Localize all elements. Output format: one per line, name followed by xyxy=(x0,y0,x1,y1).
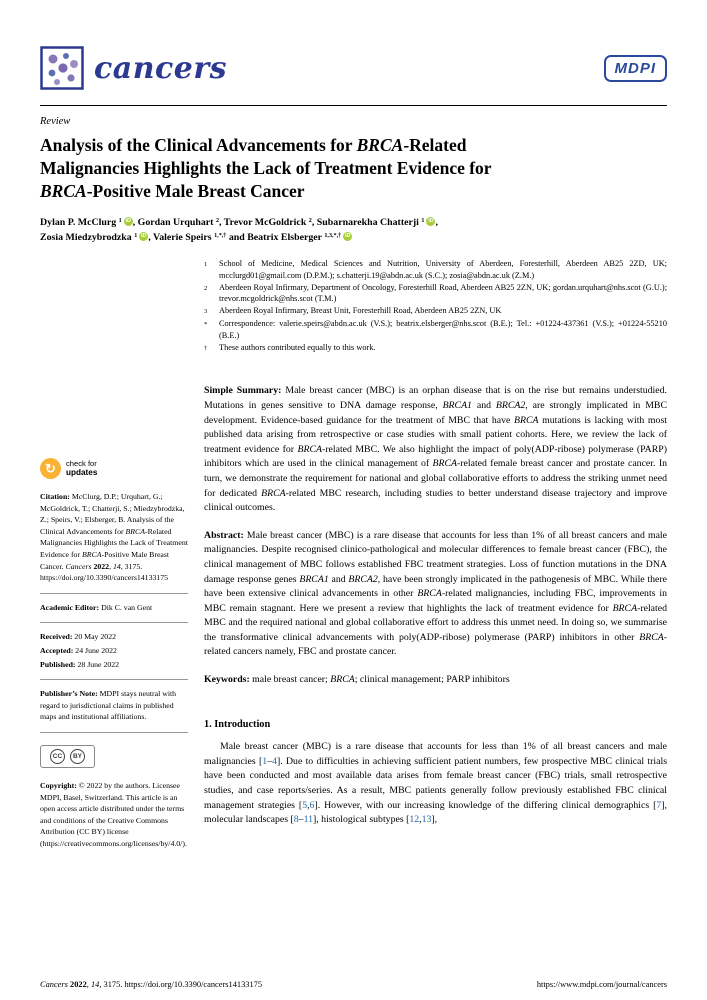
text-segment: Citation: xyxy=(40,492,72,501)
text-segment: BRCA xyxy=(82,549,102,559)
text-segment: , Gordan Urquhart xyxy=(132,217,216,228)
url-link[interactable]: https://doi.org/10.3390/cancers14133175 xyxy=(40,573,169,583)
text-segment: -related MBC research, including studies to better understand disease trajectory and improve clinical outcomes. xyxy=(204,487,667,514)
text-segment: , xyxy=(109,561,113,571)
check-for-updates-label: check for updates xyxy=(66,458,98,477)
text-segment: BRCA1 xyxy=(442,399,472,411)
text-segment: BRCA2 xyxy=(348,573,378,585)
text-segment: -Positive Male Breast Cancer. xyxy=(40,549,170,571)
sidebar-divider xyxy=(40,593,188,594)
text-segment: 1,3,*,† xyxy=(324,233,342,240)
text-segment: , xyxy=(307,799,310,811)
text-segment: -Related xyxy=(403,135,467,155)
affiliation-text: Aberdeen Royal Infirmary, Department of Oncology, Foresterhill Road, Aberdeen AB25 2ZN, UK; gordan.urquhart@nhs.scot (G.U.); trevor.mcgoldrick@nhs.scot (T.M.) xyxy=(219,282,667,304)
text-segment: ). xyxy=(182,838,187,848)
affiliation-marker: 1 xyxy=(204,261,208,268)
cc-icon: CC xyxy=(50,749,65,764)
text-segment: – xyxy=(298,814,304,826)
mdpi-logo[interactable]: MDPI xyxy=(604,55,668,82)
text-segment: BRCA xyxy=(125,526,146,536)
text-segment: 1 xyxy=(118,218,122,225)
sidebar-divider xyxy=(40,679,188,680)
text-segment: 24 June 2022 xyxy=(75,645,117,655)
text-segment: -related female breast cancer and prostate cancer. In turn, we demonstrate the requirement for national and global collaborative efforts to address the striking unmet need for dedicated xyxy=(204,458,667,499)
keywords xyxy=(204,673,667,688)
affiliation-row xyxy=(204,258,667,282)
header-rule xyxy=(40,105,667,106)
text-segment: , 3175. xyxy=(99,980,125,989)
equal-contribution-row xyxy=(204,342,667,355)
text-segment: and Beatrix Elsberger xyxy=(226,232,325,243)
text-segment: BRCA xyxy=(417,588,442,600)
journal-cover-icon xyxy=(40,46,84,90)
affiliation-row xyxy=(204,305,667,318)
affiliations-block xyxy=(204,258,667,354)
crossmark-icon: ↻ xyxy=(40,458,61,479)
text-segment: , Trevor McGoldrick xyxy=(219,217,309,228)
text-segment: -related MBC. We also highlight the impact of poly(ADP-ribose) polymerase (PARP) inhibitors which are used in the clinical management of xyxy=(204,443,667,470)
received-date xyxy=(40,631,188,643)
text-segment: Published: xyxy=(40,659,78,669)
text-segment: , are strongly implicated in MBC development. Evidence-based guidance for the treatment of MBC that have xyxy=(204,399,667,426)
text-segment: ]. However, with our increasing knowledge of the differing clinical demographics [ xyxy=(314,799,657,811)
orcid-icon[interactable]: iD xyxy=(428,218,434,224)
text-segment: 14 xyxy=(112,561,121,571)
footer-journal-url[interactable]: https://www.mdpi.com/journal/cancers xyxy=(536,980,667,989)
url-link[interactable]: https://doi.org/10.3390/cancers14133175 xyxy=(124,980,263,989)
text-segment: BRCA xyxy=(612,602,638,614)
reference-link[interactable]: 5 xyxy=(302,799,308,811)
check-for-updates-badge[interactable] xyxy=(40,458,97,479)
text-segment: and xyxy=(328,573,349,585)
text-segment: , Subarnarekha Chatterji xyxy=(311,217,422,228)
correspondence-row xyxy=(204,318,667,342)
reference-link[interactable]: 7 xyxy=(656,799,662,811)
text-segment: Analysis of the Clinical Advancements for xyxy=(40,135,357,155)
text-segment: Accepted: xyxy=(40,645,76,655)
introduction-paragraph xyxy=(204,740,667,828)
url-link[interactable]: https://creativecommons.org/licenses/by/4.0/ xyxy=(42,838,183,848)
authors-line xyxy=(40,216,667,246)
orcid-icon[interactable]: iD xyxy=(344,233,351,239)
correspondence-text: Correspondence: valerie.speirs@abdn.ac.uk (V.S.); beatrix.elsberger@nhs.scot (B.E.); Tel.: +01224-437361 (V.S.); +01224-55210 (B.E.) xyxy=(219,318,667,340)
orcid-icon[interactable]: iD xyxy=(141,233,147,239)
abstract xyxy=(204,529,667,660)
reference-link[interactable]: 8 xyxy=(293,814,299,826)
text-segment: Publisher’s Note: xyxy=(40,689,100,699)
text-segment: BRCA xyxy=(40,181,87,201)
text-segment: Dik C. van Gent xyxy=(101,602,153,612)
text-segment: BRCA xyxy=(330,674,355,686)
journal-logo[interactable] xyxy=(40,46,227,90)
text-segment: Academic Editor: xyxy=(40,602,102,612)
text-segment: 2022 xyxy=(70,980,87,989)
text-segment: male breast cancer; xyxy=(252,674,331,686)
text-segment: BRCA xyxy=(432,458,458,470)
reference-link[interactable]: 4 xyxy=(272,755,277,767)
reference-link[interactable]: 6 xyxy=(309,799,315,811)
affiliation-text: School of Medicine, Medical Sciences and Nutrition, University of Aberdeen, Foresterhill, Aberdeen AB25 2ZD, UK; mcclurgd01@gmail.com (D.P.M.); s.chatterji.19@abdn.ac.uk (S.C.); zosia@abdn.ac.uk (Z.M.) xyxy=(219,259,667,280)
text-segment: -Positive Male Breast Cancer xyxy=(86,181,305,201)
text-segment: BRCA2 xyxy=(495,399,526,411)
published-date xyxy=(40,659,188,671)
text-segment: 1 xyxy=(421,218,425,225)
text-segment: Copyright: xyxy=(40,780,79,790)
text-segment: BRCA xyxy=(639,631,664,643)
correspondence-marker: * xyxy=(204,320,208,328)
text-segment: ]. Due to difficulties in achieving sufficient patient numbers, few prospective MBC clinical trials have been conducted and most available data arises from female breast cancer (FBC) trials, small retrospective studies, and case reports/series. As a result, MBC patients generally follow previously established FBC clinical management strategies [ xyxy=(204,755,668,811)
section-heading-introduction: 1. Introduction xyxy=(204,718,271,730)
reference-link[interactable]: 12 xyxy=(409,814,420,826)
article-dates xyxy=(40,631,188,670)
text-segment: , 3175. xyxy=(120,561,143,571)
text-segment: McClurg, D.P.; Urquhart, G.; McGoldrick, T.; Chatterji, S.; Miedzybrodzka, Z.; Speirs, V.; Elsberger, B. Analysis of the Clinical Advancements for xyxy=(40,492,185,536)
publisher-note xyxy=(40,688,188,723)
affiliation-text: Aberdeen Royal Infirmary, Breast Unit, Foresterhill Road, Aberdeen AB25 2ZN, UK xyxy=(219,306,502,316)
text-segment: 28 June 2022 xyxy=(77,659,120,669)
affiliation-row xyxy=(204,282,667,306)
text-segment: -Related Malignancies Highlights the Lack of Treatment Evidence for xyxy=(40,526,188,559)
text-segment: BRCA xyxy=(513,414,539,426)
text-segment: Cancers xyxy=(65,561,94,571)
text-segment: Male breast cancer (MBC) is a rare disease that accounts for less than 1% of all breast cancers and male malignancies. Despite recognised clinico-pathological and molecular differences to female breast cancer (FBC), the clinical management of MBC follows established FBC treatment strategies. Loss of function mutations in the DNA damage response genes xyxy=(204,529,668,585)
text-segment: – xyxy=(267,755,273,767)
text-segment: 14 xyxy=(90,980,100,989)
text-segment: 1,*,† xyxy=(214,233,227,240)
text-segment: Abstract: xyxy=(204,529,247,541)
text-segment: -related malignancies, including FBC, improvements in MBC remain stagnant. Here we present a review that highlights the lack of treatment evidence for xyxy=(204,588,667,614)
text-segment: 1 xyxy=(134,233,138,240)
sidebar-divider xyxy=(40,622,188,623)
text-segment: Male breast cancer (MBC) is a rare disease that accounts for less than 1% of all breast cancers and male malignancies [ xyxy=(204,741,667,767)
text-segment: ], histological subtypes [ xyxy=(313,814,410,826)
academic-editor xyxy=(40,602,188,614)
reference-link[interactable]: 1 xyxy=(262,755,268,767)
journal-name: cancers xyxy=(94,50,228,86)
page-footer xyxy=(40,980,667,989)
text-segment: Simple Summary: xyxy=(204,385,286,397)
accepted-date xyxy=(40,645,188,657)
text-segment: , xyxy=(419,814,422,826)
article-title xyxy=(40,134,667,203)
text-segment: MDPI stays neutral with regard to jurisdictional claims in published maps and institutional affiliations. xyxy=(40,689,177,722)
reference-link[interactable]: 13 xyxy=(421,814,432,826)
text-segment: -related cancers namely, FBC and prostate cancer. xyxy=(204,631,667,658)
body-columns xyxy=(40,258,667,849)
text-segment: and xyxy=(471,399,496,411)
text-segment: ], xyxy=(431,814,438,826)
text-segment: Malignancies Highlights the Lack of Treatment Evidence for xyxy=(40,158,492,178)
citation-block xyxy=(40,491,188,584)
text-segment: ; clinical management; PARP inhibitors xyxy=(354,674,510,686)
cc-by-license-badge[interactable] xyxy=(40,745,95,768)
text-segment: BRCA1 xyxy=(299,573,329,585)
footer-citation xyxy=(40,980,262,989)
text-segment: , xyxy=(435,217,438,228)
text-segment: Received: xyxy=(40,632,75,642)
copyright-note xyxy=(40,780,188,850)
text-segment: Keywords: xyxy=(204,674,253,686)
affiliation-marker: 3 xyxy=(204,308,208,316)
text-segment: BRCA xyxy=(297,443,322,455)
text-segment: BRCA xyxy=(261,487,286,499)
simple-summary xyxy=(204,384,667,515)
by-icon: BY xyxy=(70,749,85,764)
text-segment: , xyxy=(86,980,91,989)
text-segment: Dylan P. McClurg xyxy=(40,217,119,228)
reference-link[interactable]: 11 xyxy=(303,814,314,826)
sidebar-divider xyxy=(40,732,188,733)
affiliation-marker: 2 xyxy=(204,284,208,292)
equal-contribution-text: These authors contributed equally to this work. xyxy=(219,342,376,352)
text-segment: -related MBC and the required national and global collaborative effort to address this unmet need. In doing so, we summarise the transformative clinical advancements with poly(ADP-ribose) polymerase (PARP) inhibitors in other xyxy=(204,602,667,643)
text-segment: 20 May 2022 xyxy=(74,632,117,642)
text-segment: ], molecular landscapes [ xyxy=(204,799,667,826)
text-segment: 2022 xyxy=(93,561,110,571)
text-segment: 2 xyxy=(308,218,312,225)
text-segment: Zosia Miedzybrodzka xyxy=(40,232,135,243)
text-segment: Cancers xyxy=(40,980,71,989)
page-header xyxy=(40,46,667,90)
text-segment: BRCA xyxy=(356,135,404,155)
text-segment: © 2022 by the authors. Licensee MDPI, Basel, Switzerland. This article is an open access article distributed under the terms and conditions of the Creative Commons Attribution (CC BY) license ( xyxy=(40,780,185,848)
text-segment: , Valerie Speirs xyxy=(148,232,215,243)
orcid-icon[interactable]: iD xyxy=(125,218,131,224)
dagger-marker: † xyxy=(204,344,208,352)
sidebar xyxy=(40,258,188,849)
main-column xyxy=(204,258,667,849)
text-segment: , have been strongly implicated in the pathogenesis of MBC. While there have been extensive clinical advancements in other xyxy=(204,573,667,600)
text-segment: 2 xyxy=(215,218,219,225)
text-segment: mutations is lacking with most published data arising from retrospective or case studies with small patient cohorts. Here, we review the lack of treatment evidence for xyxy=(204,414,667,455)
text-segment: Male breast cancer (MBC) is an orphan disease that is on the rise but remains understudied. Mutations in genes sensitive to DNA damage response, xyxy=(204,385,667,411)
article-type-label: Review xyxy=(40,116,71,127)
